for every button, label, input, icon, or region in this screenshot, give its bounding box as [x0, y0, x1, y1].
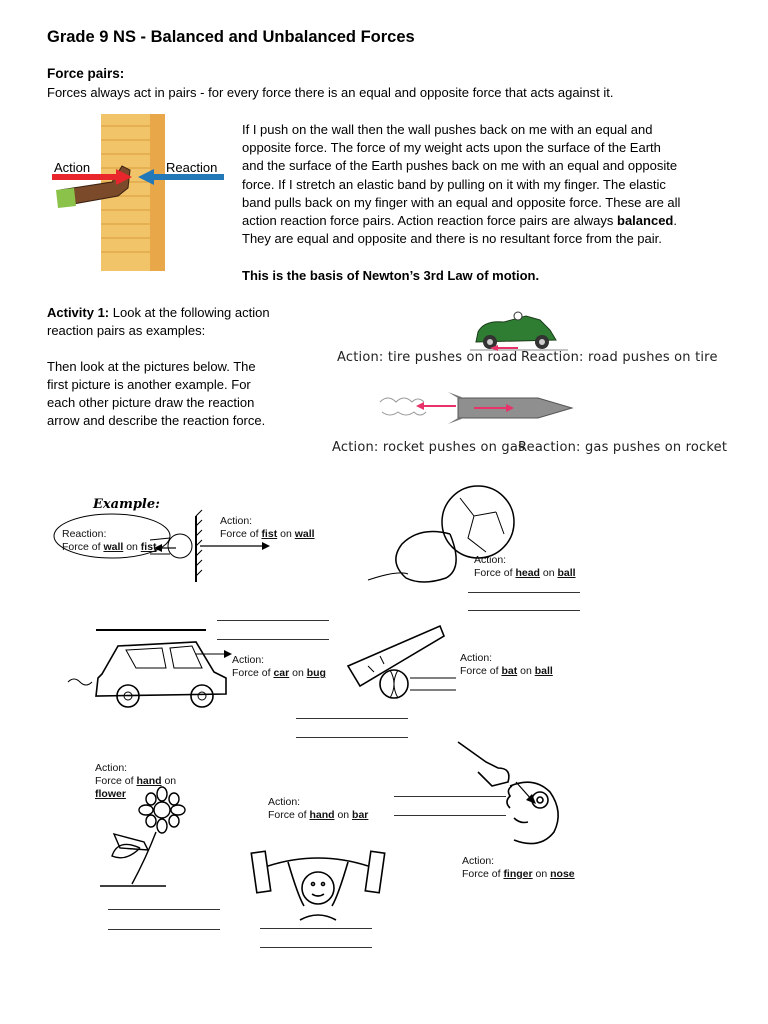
dune-buggy-drawing — [470, 310, 570, 354]
force-pairs-intro: Forces always act in pairs - for every force there is an equal and opposite force that acts against it. — [47, 85, 614, 100]
page-title: Grade 9 NS - Balanced and Unbalanced Forces — [47, 28, 415, 46]
answer-blank[interactable] — [296, 737, 408, 738]
fist-action-label: Action: Force of fist on wall — [220, 515, 315, 540]
nose-action-label: Action: Force of finger on nose — [462, 855, 575, 880]
fist-reaction-label: Reaction: Force of wall on fist — [62, 528, 157, 553]
bar-action-label: Action: Force of hand on bar — [268, 796, 369, 821]
car-action-text: Action: tire pushes on road — [337, 350, 518, 365]
answer-blank[interactable] — [217, 620, 329, 621]
car-action-label: Action: Force of car on bug — [232, 654, 326, 679]
paragraph-line: They are equal and opposite and there is no resultant force from the pair. — [242, 231, 662, 247]
rocket-reaction-text: Reaction: gas pushes on rocket — [518, 440, 728, 455]
paragraph-line: and the surface of the Earth pushes back on me with an equal and opposite — [242, 158, 678, 174]
paragraph-line: action reaction force pairs. Action reaction force pairs are always balanced. — [242, 213, 677, 229]
force-pairs-heading: Force pairs: — [47, 66, 125, 81]
paragraph-line: If I push on the wall then the wall pushes back on me with an equal and — [242, 122, 653, 137]
answer-blank[interactable] — [108, 929, 220, 930]
example-title: Example: — [93, 497, 160, 512]
activity-instructions: Activity 1: Look at the following action reaction pairs as examples: Then look at the pictures below. The first picture is another example. For each other picture draw the reaction arrow and describe the reaction force. — [47, 305, 270, 428]
answer-blank[interactable] — [394, 796, 506, 797]
wall-push-figure — [52, 114, 230, 274]
car-reaction-text: Reaction: road pushes on tire — [521, 350, 718, 365]
answer-blank[interactable] — [108, 909, 220, 910]
answer-blank[interactable] — [468, 592, 580, 593]
answer-blank[interactable] — [296, 718, 408, 719]
force-pairs-paragraph — [242, 121, 722, 248]
flower-drawing — [96, 788, 196, 892]
pullup-bar-drawing — [248, 836, 388, 922]
head-action-label: Action: Force of head on ball — [474, 554, 576, 579]
wall-reaction-label: Reaction — [166, 160, 218, 175]
answer-blank[interactable] — [260, 928, 372, 929]
wall-action-label: Action — [54, 160, 91, 175]
car-bug-drawing — [66, 628, 236, 712]
bat-action-label: Action: Force of bat on ball — [460, 652, 553, 677]
newton-law-statement: This is the basis of Newton’s 3rd Law of motion. — [242, 268, 540, 283]
answer-blank[interactable] — [394, 815, 506, 816]
flower-action-label: Action: Force of hand on flower — [95, 762, 177, 800]
paragraph-line: opposite force. The force of my weight acts upon the surface of the Earth — [242, 140, 661, 156]
paragraph-line: band pulls back on my finger with an equal and opposite force. These are all — [242, 194, 681, 210]
rocket-action-text: Action: rocket pushes on gas — [332, 440, 526, 455]
rocket-drawing — [378, 388, 574, 428]
paragraph-line: force. If I stretch an elastic band by pulling on it with my finger. The elastic — [242, 176, 666, 192]
bat-ball-drawing — [340, 626, 470, 706]
answer-blank[interactable] — [468, 610, 580, 611]
answer-blank[interactable] — [260, 947, 372, 948]
